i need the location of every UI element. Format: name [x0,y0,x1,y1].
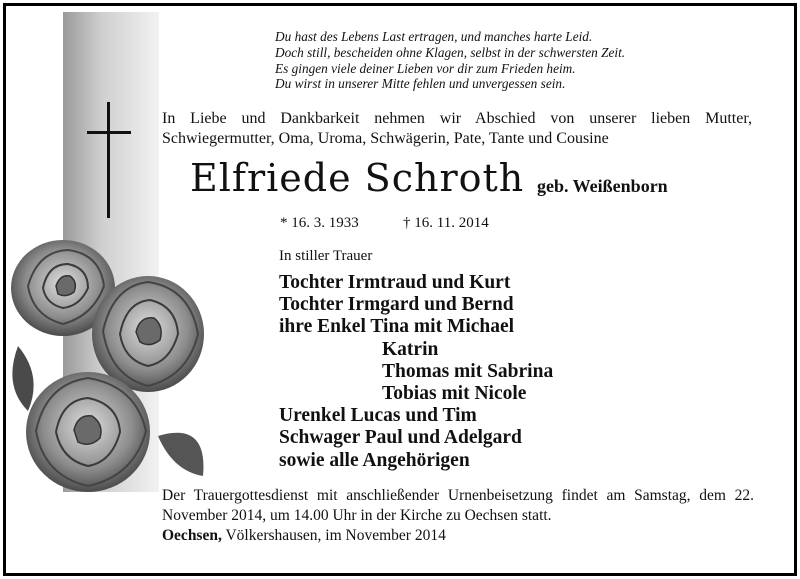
poem-line: Du hast des Lebens Last ertragen, und manches harte Leid. [275,29,593,44]
family-line: Thomas mit Sabrina [382,360,554,382]
family-line: Schwager Paul und Adelgard [279,427,522,449]
service-info: Der Trauergottesdienst mit anschließender Urnenbeisetzung findet am Samstag, dem 22. November 2014, um 14.00 Uhr in der Kirche zu Oechsen statt. [162,487,754,524]
birth-date: * 16. 3. 1933 [280,215,359,231]
place-town: Oechsen, [162,527,222,544]
family-line: ihre Enkel Tina mit Michael [279,316,515,338]
roses-image [8,236,208,498]
cross-icon-bar [87,131,131,134]
poem-line: Du wirst in unserer Mitte fehlen und unvergessen sein. [275,76,566,92]
family-line: Tochter Irmgard und Bernd [279,294,514,316]
place-date [162,527,446,545]
family-line: Tobias mit Nicole [382,383,527,405]
cross-icon [107,102,110,218]
poem [275,29,625,92]
family-line: Tochter Irmtraud und Kurt [279,272,511,293]
place-rest: Völkershausen, im November 2014 [221,527,446,544]
family-line: sowie alle Angehörigen [279,449,470,471]
poem-line: Es gingen viele deiner Lieben vor dir zum Frieden heim. [275,60,576,76]
family-line: Katrin [382,338,439,360]
family-list [279,272,553,472]
family-line: Urenkel Lucas und Tim [279,405,477,427]
intro-text: In Liebe und Dankbarkeit nehmen wir Abschied von unserer lieben Mutter, Schwiegermutter, Oma, Uroma, Schwägerin, Pate, Tante und Cousine [162,110,752,147]
deceased-name: Elfriede Schroth [190,156,525,200]
mourning-intro: In stiller Trauer [279,248,373,264]
poem-line: Doch still, bescheiden ohne Klagen, selbst in der schwersten Zeit. [275,44,626,60]
maiden-name: geb. Weißenborn [537,176,668,196]
death-date: † 16. 11. 2014 [403,215,489,231]
